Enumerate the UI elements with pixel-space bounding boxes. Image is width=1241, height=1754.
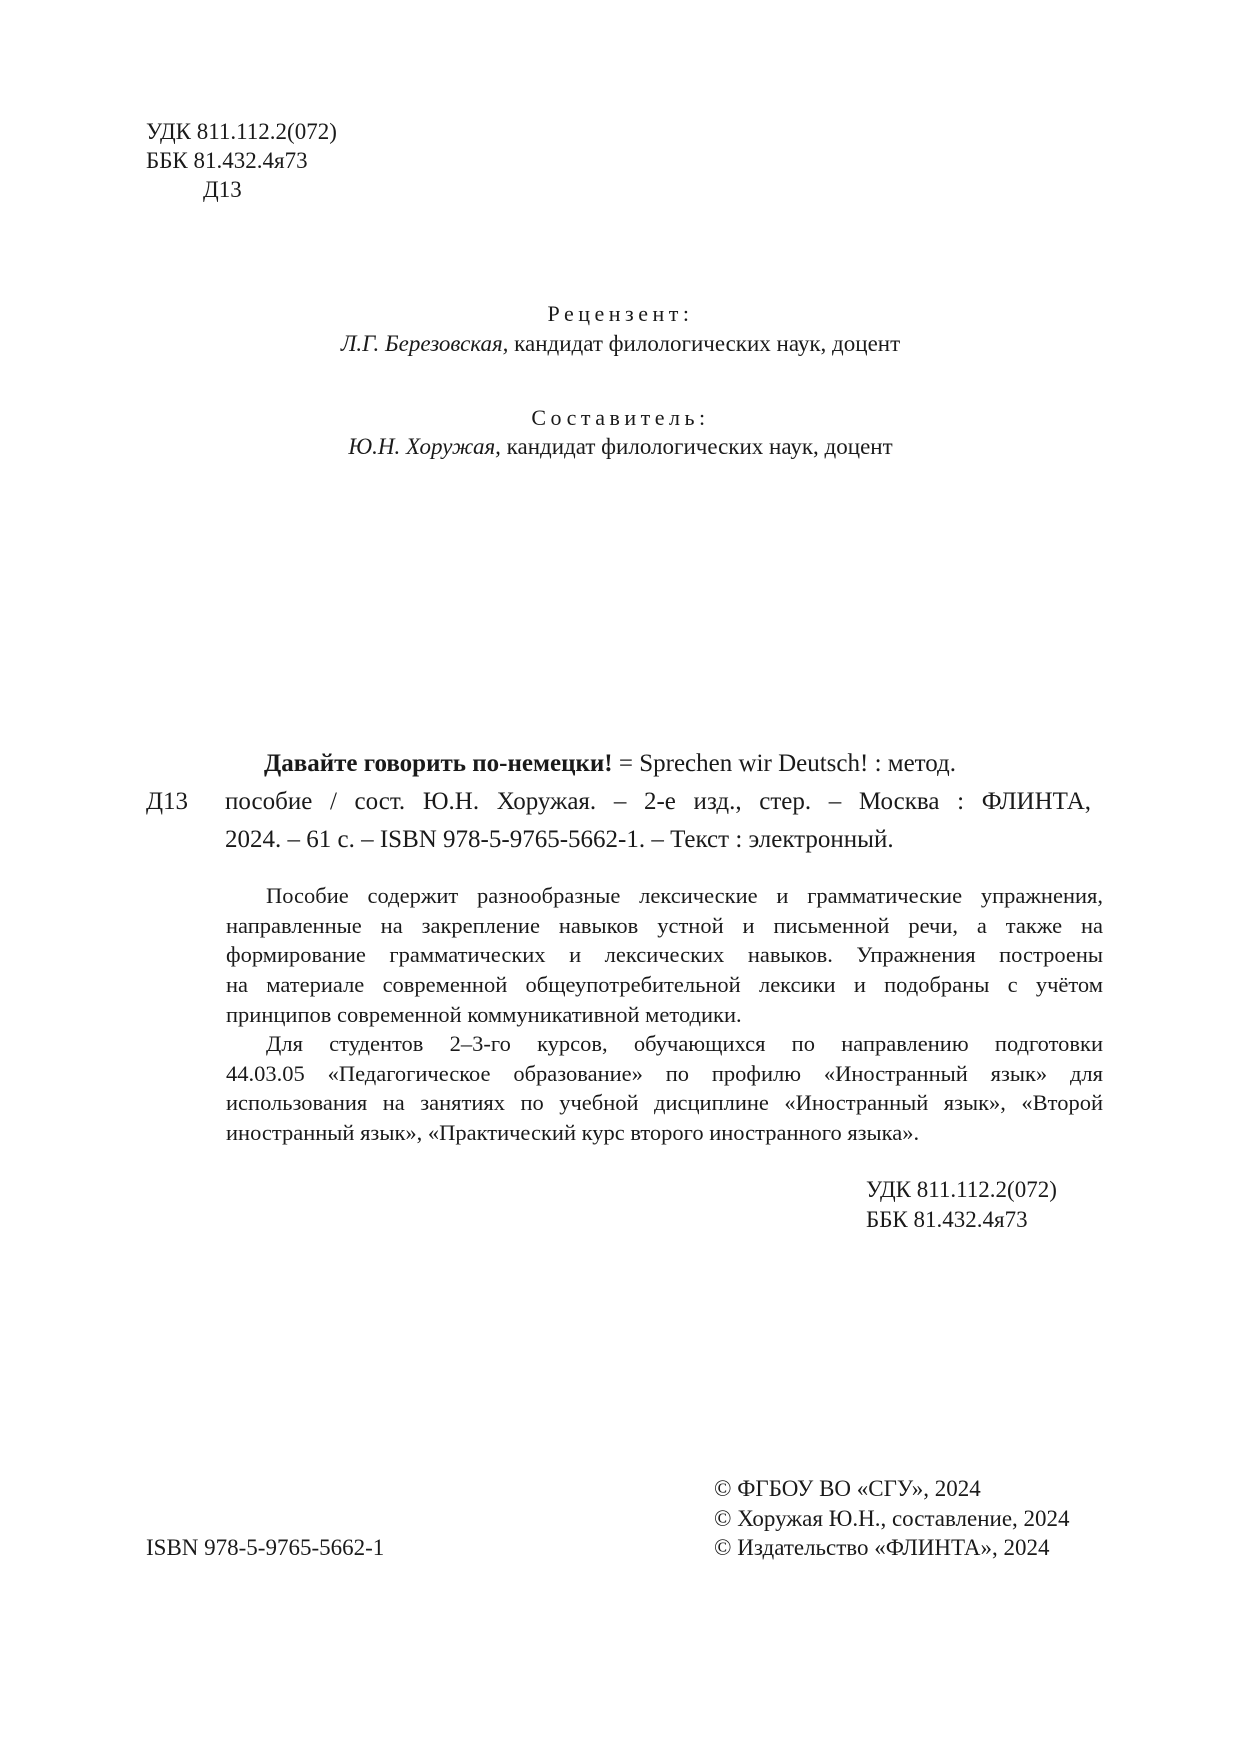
annotation-p1-line: направленные на закрепление навыков устной и письменной речи, а также на [226, 913, 1103, 938]
bib-title: Давайте говорить по-немецки! [264, 750, 613, 777]
bib-line1-rest: = Sprechen wir Deutsch! : метод. [618, 750, 957, 777]
copyright-line: © Издательство «ФЛИНТА», 2024 [714, 1535, 1050, 1560]
bib-line-1 [264, 745, 1091, 783]
bib-line-2: пособие / сост. Ю.Н. Хоружая. – 2-е изд., стер. – Москва : ФЛИНТА, [225, 788, 1091, 815]
header-udk: УДК 811.112.2(072) [146, 119, 337, 144]
annotation-p1-line: формирование грамматических и лексических навыков. Упражнения построены [226, 942, 1103, 967]
isbn: ISBN 978-5-9765-5662-1 [146, 1535, 385, 1560]
annotation-p1-line: Пособие содержит разнообразные лексические и грамматические упражнения, [266, 883, 1103, 908]
reviewer-line [0, 329, 1241, 358]
annotation-p2-line: Для студентов 2–3-го курсов, обучающихся по направлению подготовки [266, 1031, 1103, 1056]
reviewer-heading: Рецензент: [547, 301, 694, 326]
reviewer-credentials: кандидат филологических наук, доцент [508, 331, 901, 356]
index-bbk: ББК 81.432.4я73 [866, 1207, 1028, 1232]
bib-author-mark: Д13 [146, 788, 189, 815]
reviewer-name: Л.Г. Березовская, [340, 331, 509, 356]
copyright-line: © Хоружая Ю.Н., составление, 2024 [714, 1506, 1070, 1531]
header-author-mark: Д13 [203, 177, 242, 202]
copyright-line: © ФГБОУ ВО «СГУ», 2024 [714, 1476, 981, 1501]
annotation-p2-line: использования на занятиях по учебной дисциплине «Иностранный язык», «Второй [226, 1090, 1103, 1115]
annotation-p2-line: иностранный язык», «Практический курс второго иностранного языка». [226, 1120, 920, 1145]
annotation-p2-line: 44.03.05 «Педагогическое образование» по профилю «Иностранный язык» для [226, 1061, 1103, 1086]
compiler-heading: Составитель: [531, 405, 710, 430]
compiler-name: Ю.Н. Хоружая, [348, 434, 501, 459]
annotation-p1-line: принципов современной коммуникативной методики. [226, 1002, 742, 1027]
index-udk: УДК 811.112.2(072) [866, 1177, 1057, 1202]
annotation-p1-line: на материале современной общеупотребительной лексики и подобраны с учётом [226, 972, 1103, 997]
header-bbk: ББК 81.432.4я73 [146, 148, 308, 173]
bib-line-3: 2024. – 61 с. – ISBN 978-5-9765-5662-1. – Текст : электронный. [225, 826, 894, 853]
compiler-line [0, 432, 1241, 461]
compiler-credentials: кандидат филологических наук, доцент [500, 434, 893, 459]
